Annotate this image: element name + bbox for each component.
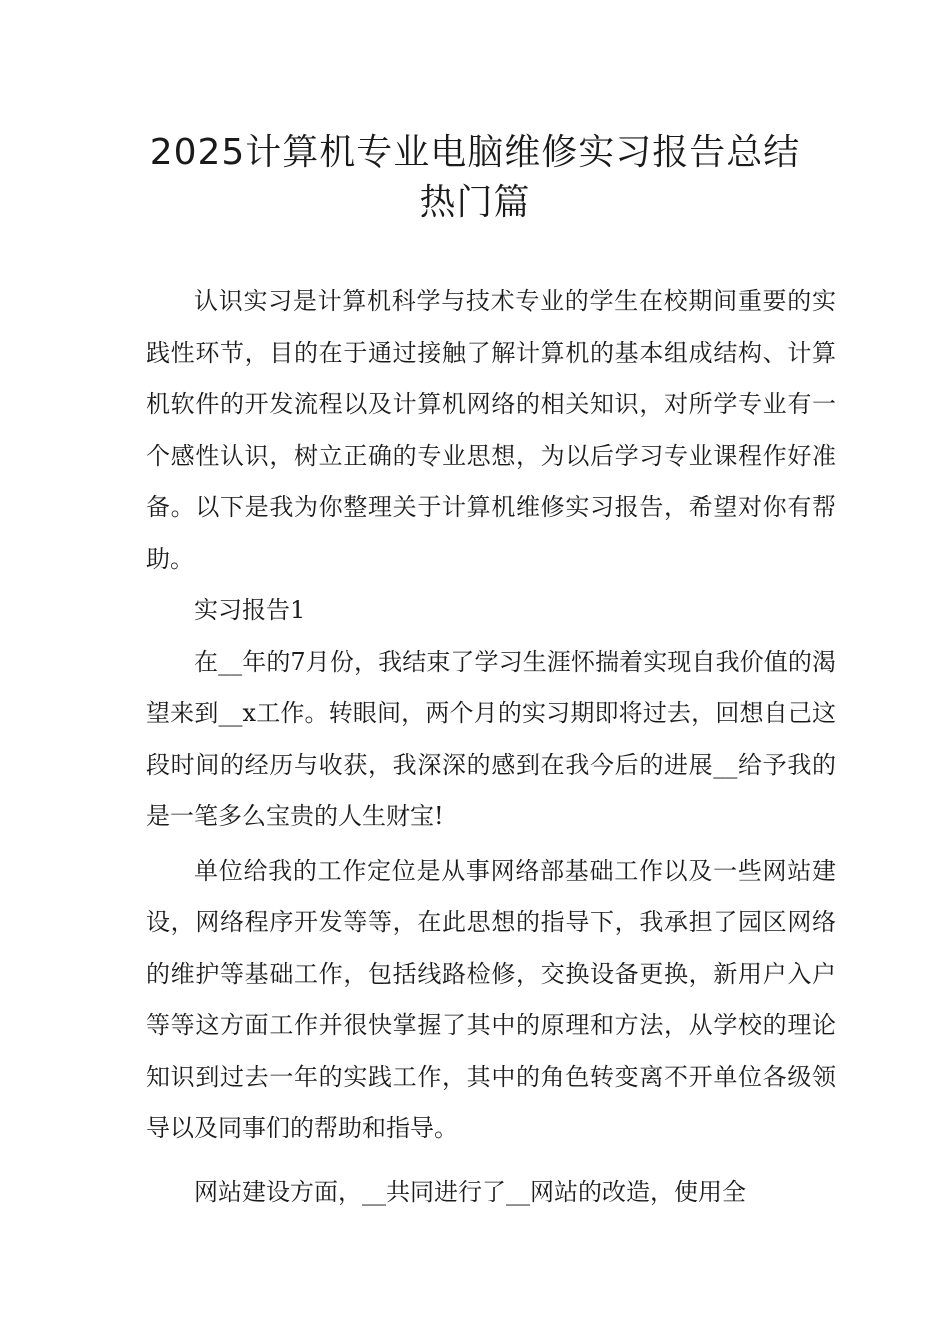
document-body — [146, 276, 836, 1218]
body-paragraph: 单位给我的工作定位是从事网络部基础工作以及一些网站建设，网络程序开发等等，在此思想的指导下，我承担了园区网络的维护等基础工作，包括线路检修，交换设备更换，新用户入户等等这方面工作并很快掌握了其中的原理和方法，从学校的理论知识到过去一年的实践工作，其中的角色转变离不开单位各级领导以及同事们的帮助和指导。 — [146, 856, 836, 1142]
title-line-1: 2025计算机专业电脑维修实习报告总结 — [149, 132, 801, 173]
body-paragraph: 网站建设方面，__共同进行了__网站的改造，使用全 — [194, 1177, 746, 1206]
intro-paragraph: 认识实习是计算机科学与技术专业的学生在校期间重要的实践性环节，目的在于通过接触了解计算机的基本组成结构、计算机软件的开发流程以及计算机网络的相关知识，对所学专业有一个感性认识，树立正确的专业思想，为以后学习专业课程作好准备。以下是我为你整理关于计算机维修实习报告，希望对你有帮助。 — [146, 287, 836, 573]
document-title — [60, 128, 890, 228]
title-line-2: 热门篇 — [419, 182, 531, 223]
section-heading: 实习报告1 — [194, 596, 306, 624]
body-paragraph: 在__年的7月份，我结束了学习生涯怀揣着实现自我价值的渴望来到__x工作。转眼间，两个月的实习期即将过去，回想自己这段时间的经历与收获，我深深的感到在我今后的进展__给予我的是一笔多么宝贵的人生财宝! — [146, 647, 836, 830]
